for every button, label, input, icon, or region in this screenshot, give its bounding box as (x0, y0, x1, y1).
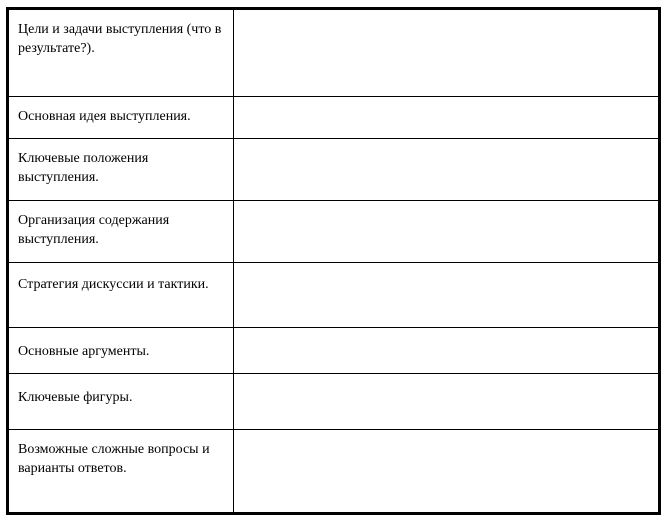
row-value-discussion-strategy[interactable] (234, 263, 660, 328)
table-row (8, 9, 660, 97)
speech-planning-table (6, 7, 661, 515)
row-value-goals[interactable] (234, 9, 660, 97)
row-value-main-arguments[interactable] (234, 328, 660, 374)
row-value-difficult-questions[interactable] (234, 430, 660, 514)
table-row (8, 374, 660, 430)
row-value-content-organization[interactable] (234, 201, 660, 263)
row-label-key-points: Ключевые положения выступления. (8, 139, 234, 201)
row-value-key-points[interactable] (234, 139, 660, 201)
row-value-main-idea[interactable] (234, 97, 660, 139)
row-label-main-idea: Основная идея выступления. (8, 97, 234, 139)
row-label-key-figures: Ключевые фигуры. (8, 374, 234, 430)
row-label-main-arguments: Основные аргументы. (8, 328, 234, 374)
table-row (8, 139, 660, 201)
row-value-key-figures[interactable] (234, 374, 660, 430)
table-row (8, 328, 660, 374)
row-label-discussion-strategy: Стратегия дискуссии и тактики. (8, 263, 234, 328)
table-row (8, 430, 660, 514)
row-label-content-organization: Организация содержания выступления. (8, 201, 234, 263)
row-label-goals: Цели и задачи выступления (что в результате?). (8, 9, 234, 97)
table-row (8, 97, 660, 139)
table-row (8, 201, 660, 263)
table-row (8, 263, 660, 328)
row-label-difficult-questions: Возможные сложные вопросы и варианты ответов. (8, 430, 234, 514)
